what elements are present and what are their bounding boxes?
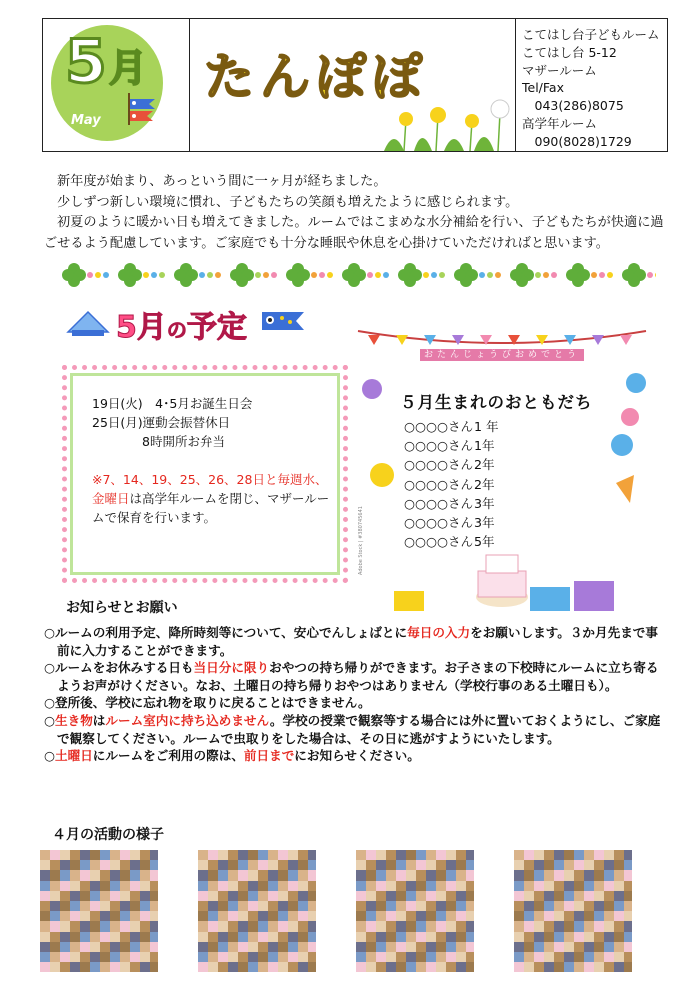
- notice-highlight: 当日分に限り: [193, 660, 270, 676]
- intro-paragraph: 新年度が始まり、あっという間に一ヶ月が経ちました。: [57, 174, 387, 189]
- birthday-row: [404, 436, 499, 455]
- birthday-grade: 5年: [474, 534, 495, 550]
- notice-highlight: 毎日の入力: [407, 625, 471, 640]
- kabuto-helmet-icon: [64, 306, 112, 340]
- birthday-banner: [384, 347, 620, 360]
- birthday-title: ５月生まれのおともだち: [400, 393, 593, 412]
- notice-item: [44, 712, 664, 747]
- notice-highlight: 土曜日: [55, 748, 93, 764]
- party-frame-illustration: [354, 325, 650, 615]
- notice-text: ○: [44, 712, 55, 728]
- contact-line: 090(8028)1729: [522, 133, 632, 149]
- activities-heading: ４月の活動の様子: [52, 827, 164, 843]
- schedule-box: [62, 365, 348, 583]
- schedule-content: [92, 394, 332, 527]
- contact-line: 043(286)8075: [522, 98, 624, 114]
- contact-line: 高学年ルーム: [522, 115, 598, 131]
- notice-item: [44, 747, 664, 765]
- birthday-grade: 1年: [474, 438, 495, 454]
- notice-item: [44, 659, 664, 694]
- schedule-item: 25日(月)運動会振替休日: [92, 415, 231, 430]
- schedule-item: 19日(火) 4･5月お誕生日会: [92, 396, 253, 411]
- newsletter-header: [42, 18, 668, 152]
- birthday-card: [354, 325, 650, 615]
- notice-text: は: [92, 712, 106, 728]
- birthday-grade: 2年: [474, 476, 495, 492]
- notice-text: ○: [44, 748, 55, 764]
- notice-highlight: 前日まで: [243, 748, 295, 764]
- birthday-grade: 3年: [474, 495, 495, 511]
- intro-paragraph: 少しずつ新しい環境に慣れ、子どもたちの笑顔も増えたように感じられます。: [57, 194, 519, 210]
- birthday-list: [404, 417, 499, 551]
- schedule-note-red: ※7、14、19、25、26、28日と毎週水、金曜日: [92, 472, 328, 506]
- birthday-banner-text: おたんじょうびおめでとう: [420, 349, 584, 361]
- contact-line: こてはし台子どもルーム: [522, 27, 660, 42]
- birthday-grade: 1 年: [474, 419, 499, 434]
- schedule-title-particle: の: [166, 318, 187, 342]
- activity-photos: [40, 850, 660, 974]
- notice-text: にルームをご利用の際は、: [92, 748, 244, 764]
- notice-item: [44, 624, 664, 659]
- contact-info: [516, 19, 667, 151]
- schedule-title-end: 予定: [186, 310, 247, 345]
- birthday-row: [404, 455, 499, 474]
- schedule-title-main: 5月: [116, 310, 167, 345]
- activity-photo: [198, 850, 316, 972]
- activity-photo: [40, 850, 158, 972]
- birthday-row: [404, 475, 499, 494]
- birthday-row: [404, 532, 499, 551]
- birthday-grade: 2年: [474, 457, 495, 473]
- month-english: May: [71, 113, 101, 128]
- notice-text: ○ルームをお休みする日も: [44, 660, 194, 676]
- notice-text: をお願いします。３か月先まで事前に入力することができます。: [57, 625, 658, 658]
- title-cell: [190, 19, 516, 151]
- birthday-grade: 3年: [474, 515, 495, 531]
- schedule-title: [116, 302, 247, 346]
- svg-text:Adobe Stock | #380745641: Adobe Stock | #380745641: [358, 506, 364, 575]
- notice-item: ○登所後、学校に忘れ物を取りに戻ることはできません。: [44, 695, 371, 711]
- activity-photo: [514, 850, 632, 972]
- notice-text: 。学校の授業で観察等する場合には外に置いておくようにし、ご家庭で観察してください。ルームで虫取りをした場合は、その日に逃がすようにいたします。: [57, 712, 661, 746]
- intro-text: [44, 172, 664, 254]
- birthday-name: ○○○○さん: [404, 534, 474, 550]
- dandelion-illustration: [374, 97, 514, 151]
- birthday-row: [404, 417, 499, 436]
- month-number: 5: [65, 27, 107, 97]
- contact-cell: [516, 19, 667, 151]
- month-cell: [43, 19, 190, 151]
- contact-line: マザールーム: [522, 62, 597, 78]
- notice-text: ○ルームの利用予定、降所時刻等について、安心でんしょばとに: [44, 625, 408, 640]
- birthday-name: ○○○○さん: [404, 438, 474, 454]
- schedule-item: 8時開所お弁当: [92, 434, 225, 449]
- birthday-row: [404, 494, 499, 513]
- notice-text: おやつの持ち帰りができます。お子さまの下校時にルームに立ち寄るようお声がけください。なお、土曜日の持ち帰りおやつはありません（学校行事のある土曜日も）。: [57, 660, 659, 693]
- carp-streamer-icon: [125, 93, 159, 125]
- contact-line: Tel/Fax: [522, 80, 564, 96]
- notices-heading: お知らせとお願い: [66, 600, 178, 616]
- schedule-note: [92, 470, 332, 527]
- month-kanji: 月: [109, 46, 148, 90]
- birthday-name: ○○○○さん: [404, 495, 474, 511]
- birthday-name: ○○○○さん: [404, 419, 474, 434]
- activity-photo: [356, 850, 474, 972]
- birthday-name: ○○○○さん: [404, 515, 474, 531]
- notice-text: にお知らせください。: [294, 748, 420, 764]
- intro-paragraph: 初夏のように暖かい日も増えてきました。ルームではこまめな水分補給を行い、子どもたちが快適に過ごせるよう配慮しています。ご家庭でも十分な睡眠や休息を心掛けていただければと思います。: [44, 215, 664, 251]
- birthday-name: ○○○○さん: [404, 476, 474, 492]
- newsletter-title: たんぽぽ: [204, 48, 428, 106]
- birthday-name: ○○○○さん: [404, 457, 474, 473]
- carp-streamer-icon: [260, 306, 308, 336]
- schedule-note-rest: は高学年ルームを閉じ、マザールームで保育を行います。: [92, 491, 330, 525]
- schedule-title-area: [64, 298, 314, 348]
- birthday-row: [404, 513, 499, 532]
- contact-line: こてはし台 5-12: [522, 44, 617, 60]
- notice-highlight: ルーム室内に持ち込めません: [105, 712, 270, 728]
- notices-list: [44, 624, 664, 765]
- clover-divider: [44, 258, 656, 292]
- notice-highlight: 生き物: [55, 712, 93, 728]
